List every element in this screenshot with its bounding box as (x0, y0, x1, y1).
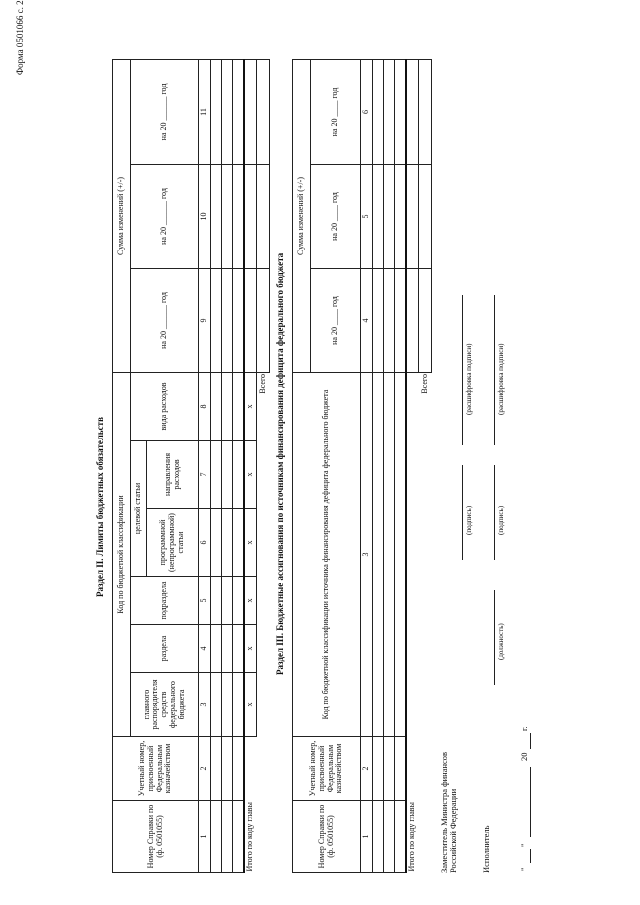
s2-vsego-label: Всего (257, 373, 267, 394)
x-cell: x (244, 372, 257, 440)
s2-h-razdel: раздела (131, 625, 199, 673)
section2-title: Раздел II. Лимиты бюджетных обязательств (95, 417, 105, 597)
s3-num: 1 (361, 801, 373, 873)
s2-h-y1: на 20 ______ год (131, 268, 199, 372)
decode-line-2 (494, 295, 495, 445)
sign-caption-2: (подпись) (497, 505, 505, 535)
section2-table (112, 59, 270, 873)
s2-total-label: Итого по коду главы (245, 802, 255, 872)
section3-table (292, 59, 432, 873)
sign-caption: (подпись) (465, 505, 473, 535)
section3-title: Раздел III. Бюджетные ассигнования по источникам финансирования дефицита федерального бюджета (275, 252, 285, 675)
s3-num: 4 (361, 269, 373, 373)
s3-num: 6 (361, 60, 373, 165)
s3-h-sum: Сумма изменений (+/-) (293, 60, 311, 373)
table-row (373, 60, 384, 873)
s3-vsego-row (419, 60, 432, 873)
s2-num: 11 (199, 59, 211, 164)
s2-total-row (244, 59, 257, 872)
date-quote-close: " (519, 843, 529, 847)
position-line (494, 590, 495, 685)
form-ref: Форма 0501066 с. 2 (15, 0, 25, 75)
table-row (211, 59, 222, 872)
x-cell: x (244, 509, 257, 577)
decode-caption-2: (расшифровка подписи) (497, 343, 505, 415)
s2-vsego-row (257, 59, 270, 872)
s2-num: 7 (199, 441, 211, 509)
s3-total-row (406, 60, 419, 873)
s2-num: 6 (199, 509, 211, 577)
s2-num: 3 (199, 673, 211, 737)
s2-h-num: Номер Справки по (ф. 0501055) (113, 801, 199, 873)
date-year-line (530, 733, 531, 749)
s3-h-acct: Учетный номер, присвоенный Федеральным казначейством (293, 737, 361, 801)
date-day-line (530, 849, 531, 863)
s2-h-cs: целевой статьи (131, 441, 147, 577)
s3-h-y1: на 20 ____ год (311, 269, 361, 373)
s3-total-label: Итого по коду главы (407, 802, 417, 872)
date-g-label: г. (519, 726, 529, 731)
signature-line (462, 465, 463, 560)
s2-h-kbk: Код по бюджетной классификации (113, 372, 131, 736)
s2-h-y2: на 20 ______ год (131, 164, 199, 268)
s2-num: 5 (199, 577, 211, 625)
x-cell: x (244, 625, 257, 673)
s2-h-grbs: главного распорядителя средств федерального бюджета (131, 673, 199, 737)
table-row (222, 59, 233, 872)
x-cell: x (244, 673, 257, 737)
decode-caption: (расшифровка подписи) (465, 343, 473, 415)
s2-h-y3: на 20 ______ год (131, 59, 199, 164)
s2-h-vr: вида расходов (131, 372, 199, 440)
table-row (384, 60, 395, 873)
s2-num: 9 (199, 268, 211, 372)
date-quote-open: " (519, 867, 529, 871)
signature-line-2 (494, 465, 495, 560)
x-cell: x (244, 441, 257, 509)
table-row (233, 59, 244, 872)
s3-h-y2: на 20 ____ год (311, 165, 361, 269)
position-caption: (должность) (497, 623, 505, 660)
deputy-label: Заместитель Министра финансов Российской Федерации (439, 751, 458, 873)
s3-h-kbk: Код по бюджетной классификации источника финансирования дефицита федерального бюджета (293, 373, 361, 737)
s3-num: 2 (361, 737, 373, 801)
s2-h-podrazdel: подраздела (131, 577, 199, 625)
s2-num: 8 (199, 372, 211, 440)
decode-line (462, 295, 463, 445)
s2-h-prog: программной (непрограммной) статьи (147, 509, 199, 577)
s2-num: 10 (199, 164, 211, 268)
s2-num: 4 (199, 625, 211, 673)
s2-h-napr: направления расходов (147, 441, 199, 509)
date-year-label: 20 (519, 752, 529, 761)
s2-num: 2 (199, 737, 211, 801)
s2-h-acct: Учетный номер, присвоенный Федеральным казначейством (113, 737, 199, 801)
s3-vsego-label: Всего (419, 374, 429, 394)
executor-label: Исполнитель (481, 825, 491, 873)
table-row (395, 60, 406, 873)
s2-num: 1 (199, 801, 211, 873)
s3-h-y3: на 20 ____ год (311, 60, 361, 165)
s2-h-sum: Сумма изменений (+/-) (113, 59, 131, 372)
s3-h-num: Номер Справки по (ф. 0501055) (293, 801, 361, 873)
date-month-line (530, 767, 531, 837)
s3-num: 5 (361, 165, 373, 269)
x-cell: x (244, 577, 257, 625)
s3-num: 3 (361, 373, 373, 737)
